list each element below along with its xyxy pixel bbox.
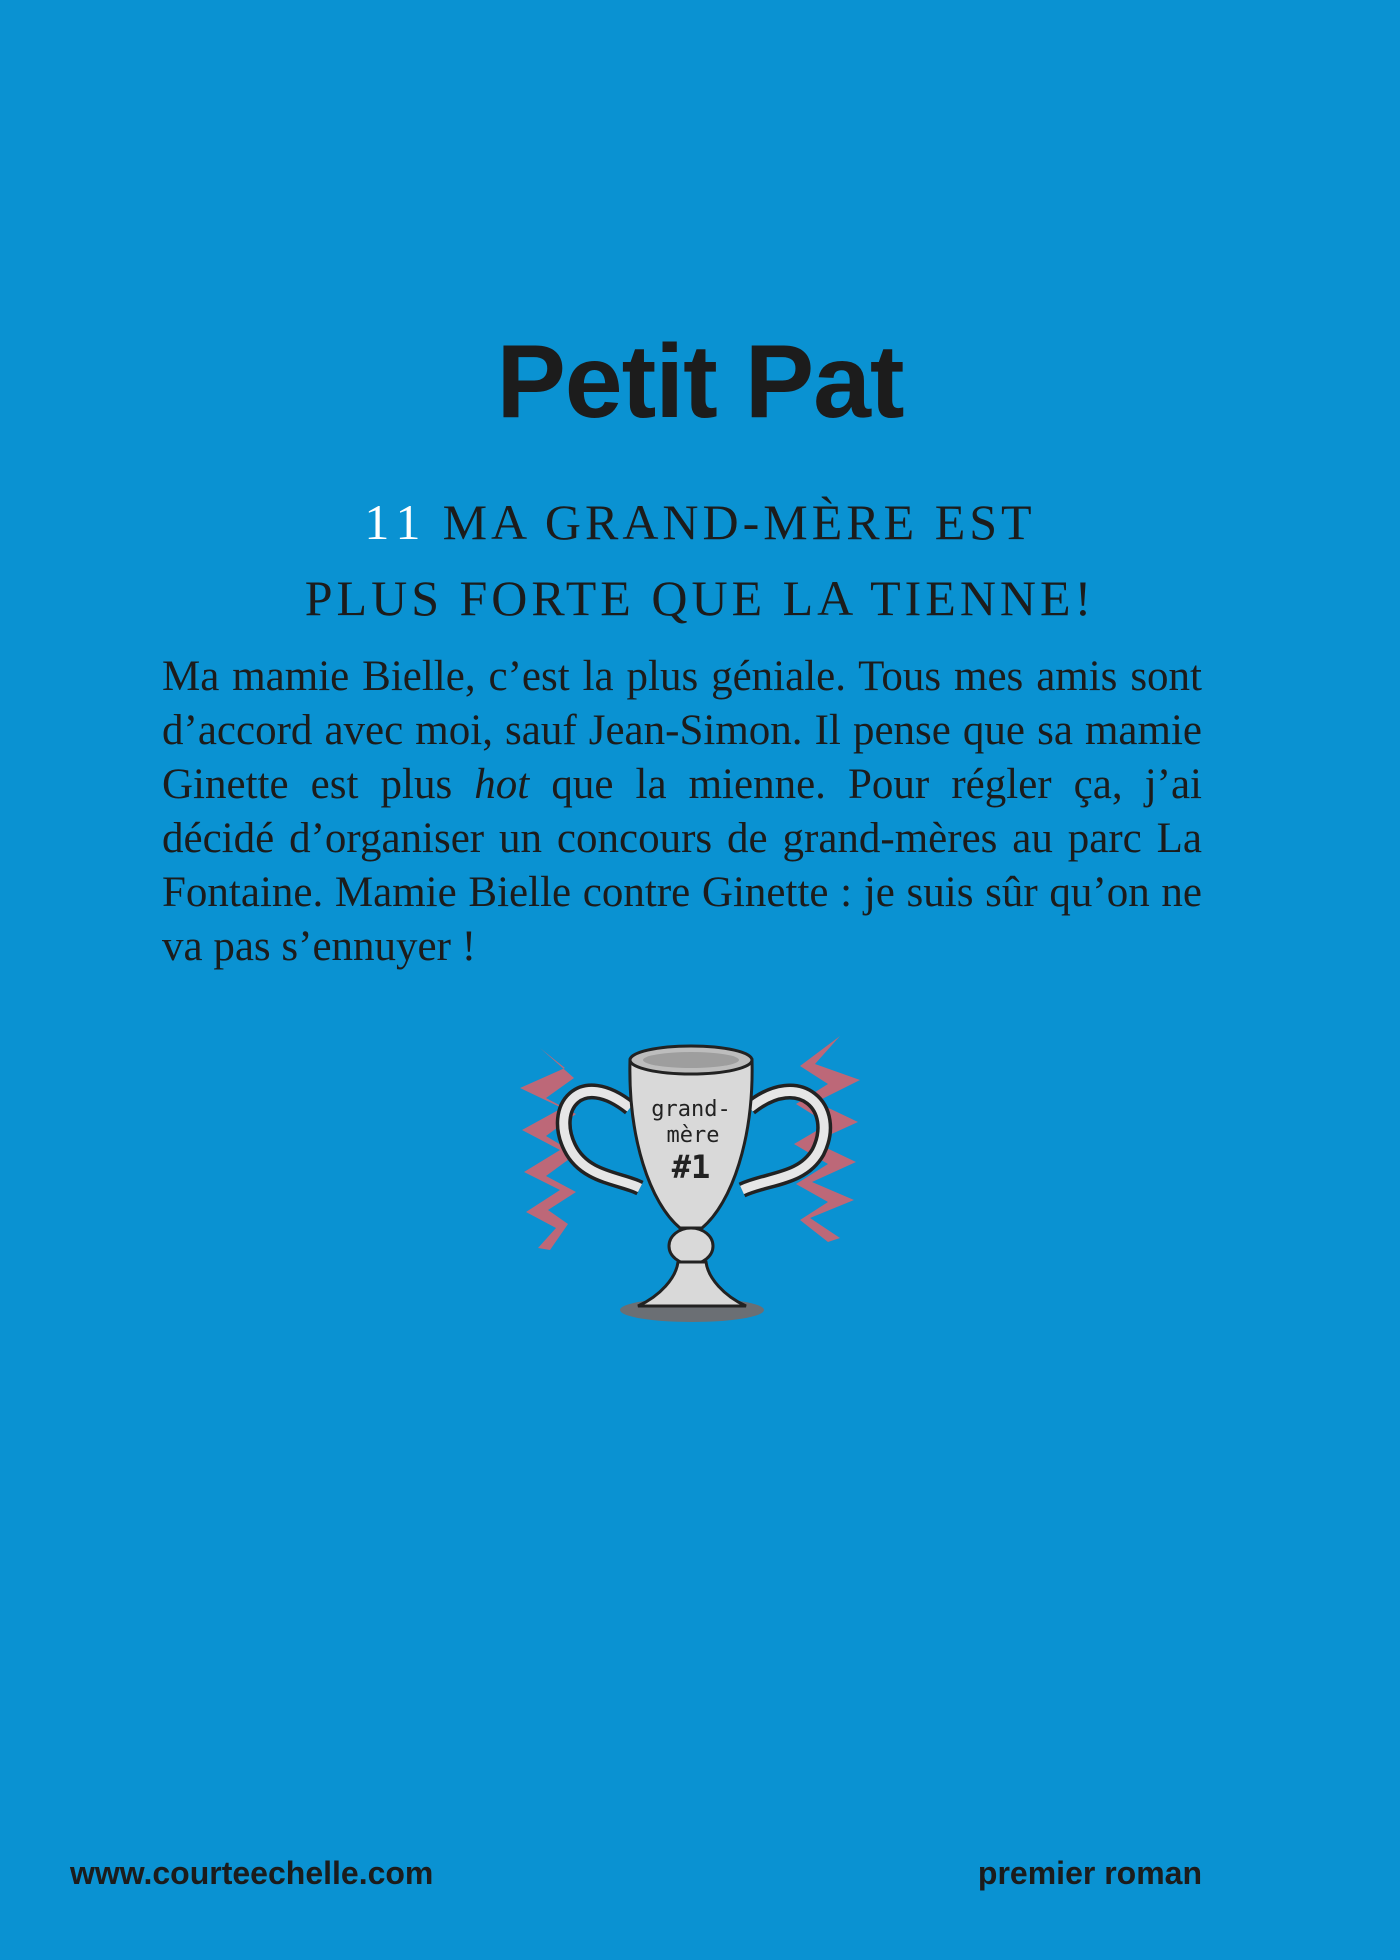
- subtitle-line-1-text: MA GRAND-MÈRE EST: [442, 494, 1036, 550]
- book-subtitle: [0, 484, 1400, 636]
- blurb-text: [162, 650, 1202, 974]
- trophy-engraving-line-3: #1: [671, 1148, 711, 1186]
- trophy-icon: [510, 1028, 870, 1328]
- collection-name: premier roman: [977, 1855, 1202, 1891]
- series-title: Petit Pat: [496, 324, 904, 440]
- trophy-engraving-line-2: mère: [666, 1123, 720, 1148]
- publisher-website-link[interactable]: www.courteechelle.com: [70, 1855, 434, 1891]
- subtitle-line-2: PLUS FORTE QUE LA TIENNE!: [304, 570, 1096, 626]
- blurb-part-1: Ma mamie Bielle, c’est la plus géniale. Tous mes amis sont d’accord avec moi, sauf Jean-Simon. Il pense que sa mamie Ginette est plus: [162, 653, 1202, 808]
- blurb-part-2: que la mienne. Pour régler ça, j’ai décidé d’organiser un concours de grand-mères au parc La Fontaine. Mamie Bielle contre Ginette : je suis sûr qu’on ne va pas s’ennuyer !: [162, 761, 1202, 970]
- volume-number: 11: [364, 494, 429, 550]
- blurb-paragraph: [162, 650, 1202, 974]
- blurb-italic-word: hot: [474, 761, 530, 808]
- subtitle-line-1: [0, 484, 1400, 560]
- trophy-engraving-line-1: grand-: [651, 1097, 731, 1122]
